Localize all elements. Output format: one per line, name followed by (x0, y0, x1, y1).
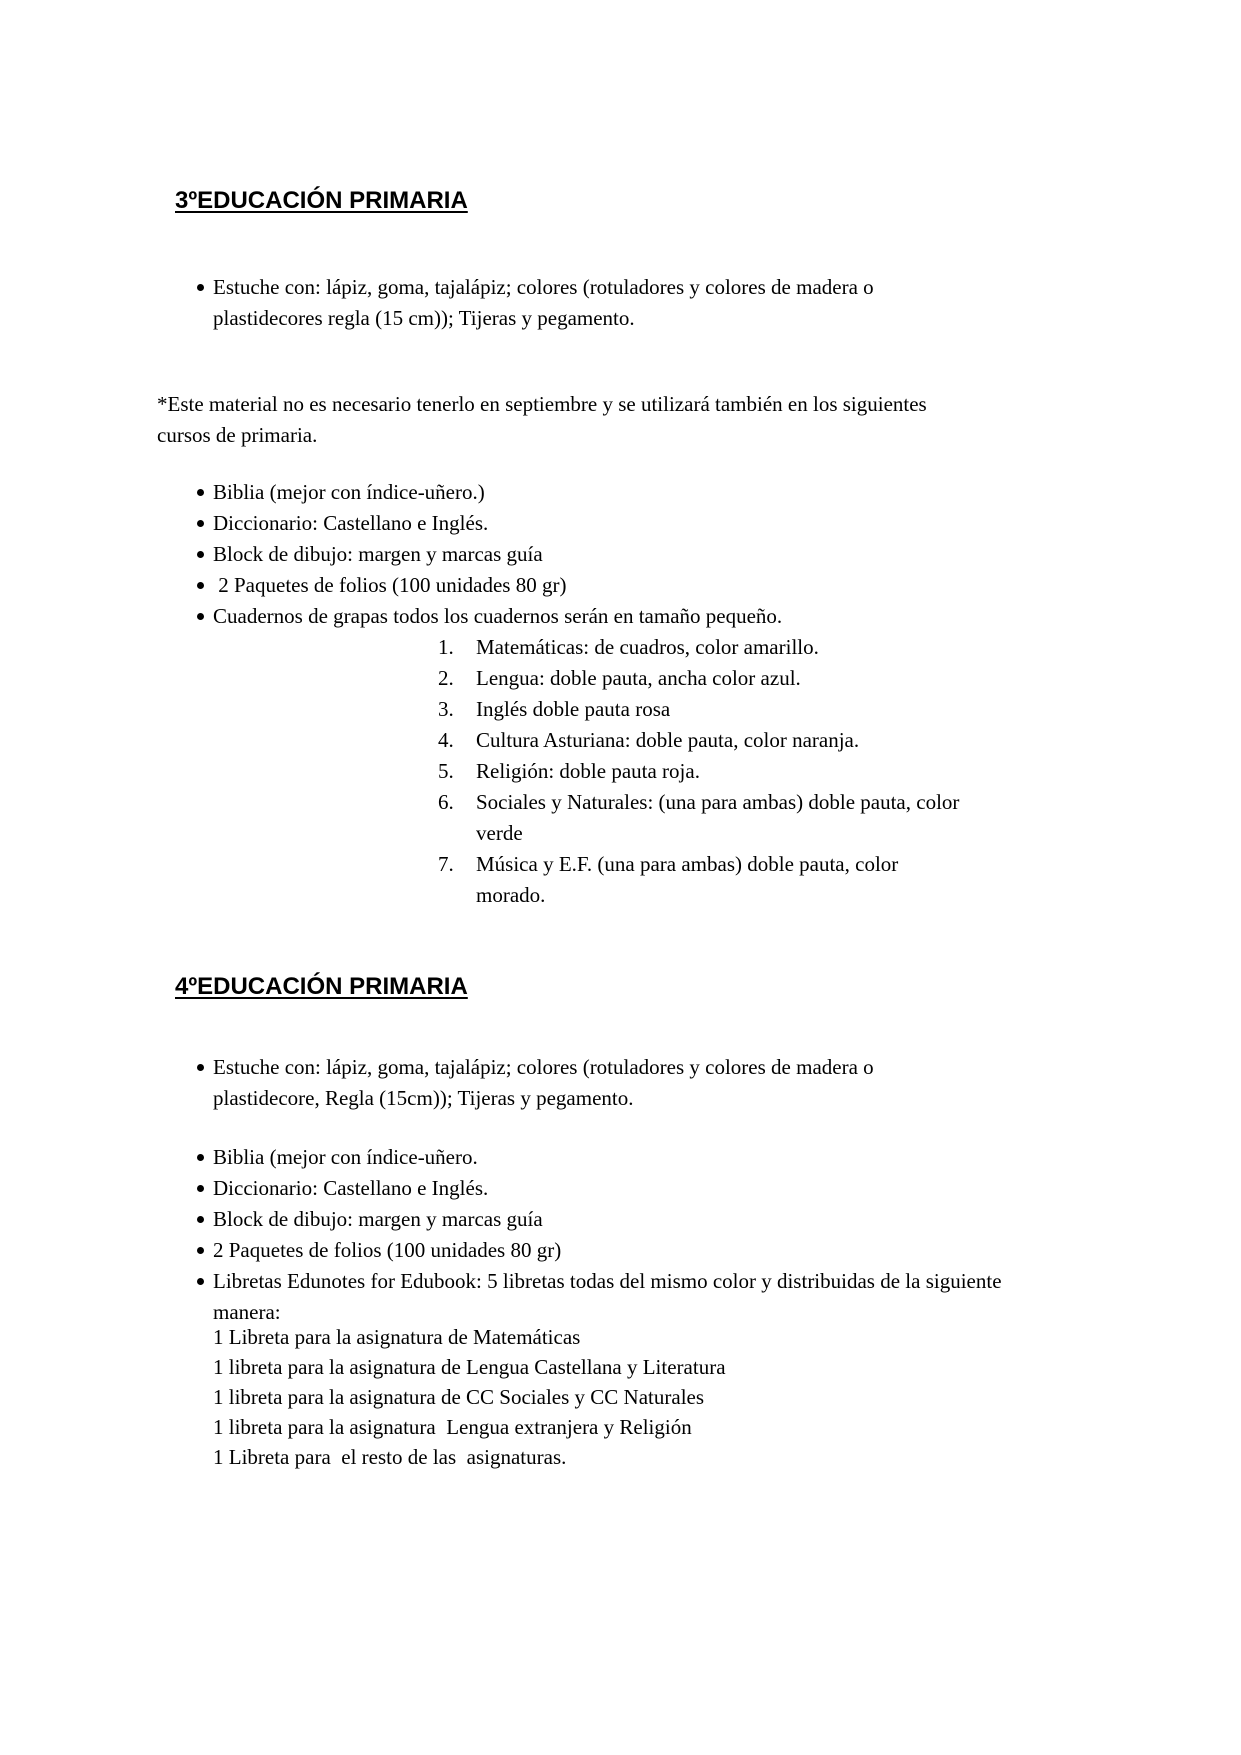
text-line: Matemáticas: de cuadros, color amarillo. (476, 635, 819, 659)
estuche-bullet-4 (197, 1052, 874, 1114)
list-item (197, 601, 782, 632)
section-heading-3-primaria: 3ºEDUCACIÓN PRIMARIA (175, 187, 468, 214)
numbered-item (438, 663, 959, 694)
bullet-dot-icon (197, 1247, 204, 1254)
list-item-text (213, 1052, 874, 1114)
text-line: verde (476, 821, 523, 845)
list-item-text: Diccionario: Castellano e Inglés. (213, 1176, 489, 1200)
text-line: *Este material no es necesario tenerlo en septiembre y se utilizará también en los siguientes (157, 392, 927, 416)
text-line: Lengua: doble pauta, ancha color azul. (476, 666, 801, 690)
text-line: Música y E.F. (una para ambas) doble pauta, color (476, 852, 899, 876)
list-item-text: Block de dibujo: margen y marcas guía (213, 1207, 543, 1231)
list-item-text: Block de dibujo: margen y marcas guía (213, 542, 543, 566)
text-line: Estuche con: lápiz, goma, tajalápiz; colores (rotuladores y colores de madera o (213, 1055, 874, 1079)
list-item (197, 1235, 1002, 1266)
item-number: 2. (438, 666, 454, 690)
list-item (197, 1266, 1002, 1328)
list-item (197, 477, 782, 508)
list-item-text: Cuadernos de grapas todos los cuadernos serán en tamaño pequeño. (213, 604, 783, 628)
section-heading-4-primaria: 4ºEDUCACIÓN PRIMARIA (175, 973, 468, 1000)
list-item-text: 2 Paquetes de folios (100 unidades 80 gr) (213, 1238, 562, 1262)
note-paragraph (157, 389, 927, 451)
list-item (197, 1052, 874, 1114)
list-item-text: Diccionario: Castellano e Inglés. (213, 511, 489, 535)
text-line: plastidecore, Regla (15cm)); Tijeras y pegamento. (213, 1086, 634, 1110)
bullet-dot-icon (197, 1185, 204, 1192)
numbered-item (438, 787, 959, 849)
bullet-dot-icon (197, 520, 204, 527)
numbered-item (438, 849, 959, 911)
text-line: plastidecores regla (15 cm)); Tijeras y pegamento. (213, 306, 635, 330)
bullet-dot-icon (197, 582, 204, 589)
item-number: 6. (438, 790, 454, 814)
estuche-bullet-3 (197, 272, 874, 334)
plain-line: 1 libreta para la asignatura Lengua extranjera y Religión (213, 1415, 692, 1439)
item-number: 3. (438, 697, 454, 721)
numbered-item (438, 756, 959, 787)
item-number: 5. (438, 759, 454, 783)
bullet-dot-icon (197, 1154, 204, 1161)
bullet-list-4 (197, 1142, 1002, 1328)
list-item (197, 272, 874, 334)
numbered-item (438, 694, 959, 725)
plain-line: 1 Libreta para la asignatura de Matemáticas (213, 1325, 581, 1349)
bullet-dot-icon (197, 284, 204, 291)
libretas-distribution-lines (213, 1322, 726, 1472)
text-line: morado. (476, 883, 546, 907)
list-item (197, 508, 782, 539)
list-item (197, 539, 782, 570)
item-number: 4. (438, 728, 454, 752)
plain-line: 1 Libreta para el resto de las asignaturas. (213, 1445, 567, 1469)
list-item-text: 2 Paquetes de folios (100 unidades 80 gr) (213, 573, 567, 597)
plain-line: 1 libreta para la asignatura de Lengua Castellana y Literatura (213, 1355, 726, 1379)
item-number: 7. (438, 852, 454, 876)
item-number: 1. (438, 635, 454, 659)
bullet-list-3 (197, 477, 782, 632)
bullet-dot-icon (197, 1216, 204, 1223)
list-item (197, 1204, 1002, 1235)
text-line: cursos de primaria. (157, 423, 318, 447)
text-line: Cultura Asturiana: doble pauta, color naranja. (476, 728, 860, 752)
bullet-dot-icon (197, 613, 204, 620)
list-item (197, 570, 782, 601)
list-item-text: Biblia (mejor con índice-uñero. (213, 1145, 478, 1169)
text-line: Religión: doble pauta roja. (476, 759, 700, 783)
text-line: Estuche con: lápiz, goma, tajalápiz; colores (rotuladores y colores de madera o (213, 275, 874, 299)
bullet-dot-icon (197, 1278, 204, 1285)
numbered-item (438, 725, 959, 756)
text-line: Sociales y Naturales: (una para ambas) doble pauta, color (476, 790, 960, 814)
plain-line: 1 libreta para la asignatura de CC Sociales y CC Naturales (213, 1385, 705, 1409)
list-item (197, 1173, 1002, 1204)
list-item (197, 1142, 1002, 1173)
list-item-text: Biblia (mejor con índice-uñero.) (213, 480, 485, 504)
text-line: Inglés doble pauta rosa (476, 697, 671, 721)
list-item-text (213, 272, 874, 334)
bullet-dot-icon (197, 489, 204, 496)
list-item-text (213, 1266, 1002, 1328)
text-line: Libretas Edunotes for Edubook: 5 libretas todas del mismo color y distribuidas de la siguiente (213, 1269, 1002, 1293)
numbered-item (438, 632, 959, 663)
text-line: manera: (213, 1300, 281, 1324)
numbered-list-cuadernos (438, 632, 959, 911)
bullet-dot-icon (197, 1064, 204, 1071)
bullet-dot-icon (197, 551, 204, 558)
